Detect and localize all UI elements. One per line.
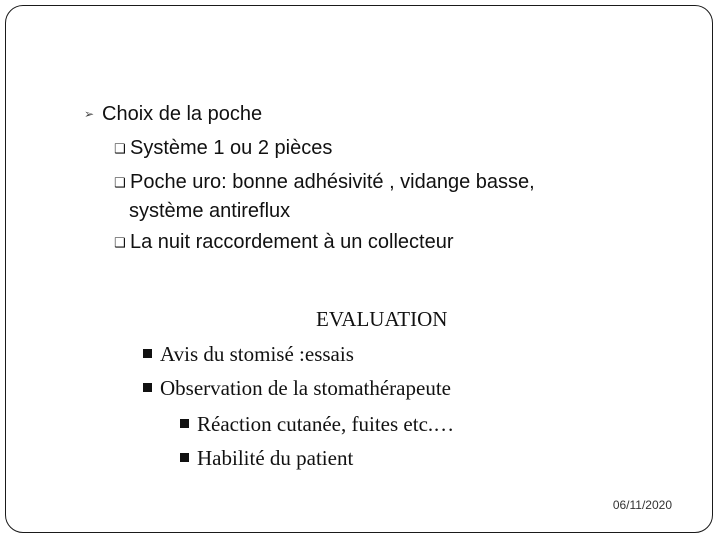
section-heading	[84, 103, 262, 126]
square-bullet-icon	[180, 419, 189, 428]
checkbox-bullet-icon: ❑	[114, 176, 126, 191]
evaluation-subitem	[180, 446, 353, 471]
arrow-bullet-icon: ➢	[84, 107, 95, 121]
square-bullet-icon	[180, 453, 189, 462]
list-item-continuation	[129, 200, 290, 223]
list-item-text: La nuit raccordement à un collecteur	[130, 231, 454, 253]
slide-frame	[5, 5, 713, 533]
section-heading-text: Choix de la poche	[102, 103, 263, 125]
square-bullet-icon	[143, 349, 152, 358]
square-bullet-icon	[143, 383, 152, 392]
evaluation-title: EVALUATION	[316, 307, 448, 331]
evaluation-item-text: Avis du stomisé :essais	[160, 342, 354, 366]
list-item-text: Système 1 ou 2 pièces	[130, 137, 333, 159]
evaluation-item-text: Observation de la stomathérapeute	[160, 376, 451, 400]
slide-date: 06/11/2020	[612, 498, 672, 512]
evaluation-subitem-text: Habilité du patient	[197, 446, 354, 470]
list-item-text: Poche uro: bonne adhésivité , vidange basse,	[130, 171, 535, 193]
checkbox-bullet-icon: ❑	[114, 142, 126, 157]
checkbox-bullet-icon: ❑	[114, 236, 126, 251]
evaluation-item	[143, 376, 451, 401]
list-item	[114, 137, 332, 160]
list-item	[114, 171, 535, 194]
evaluation-subitem	[180, 412, 454, 437]
list-item	[114, 231, 454, 254]
list-item-text: système antireflux	[129, 200, 291, 222]
evaluation-subitem-text: Réaction cutanée, fuites etc.…	[197, 412, 455, 436]
evaluation-item	[143, 342, 354, 367]
